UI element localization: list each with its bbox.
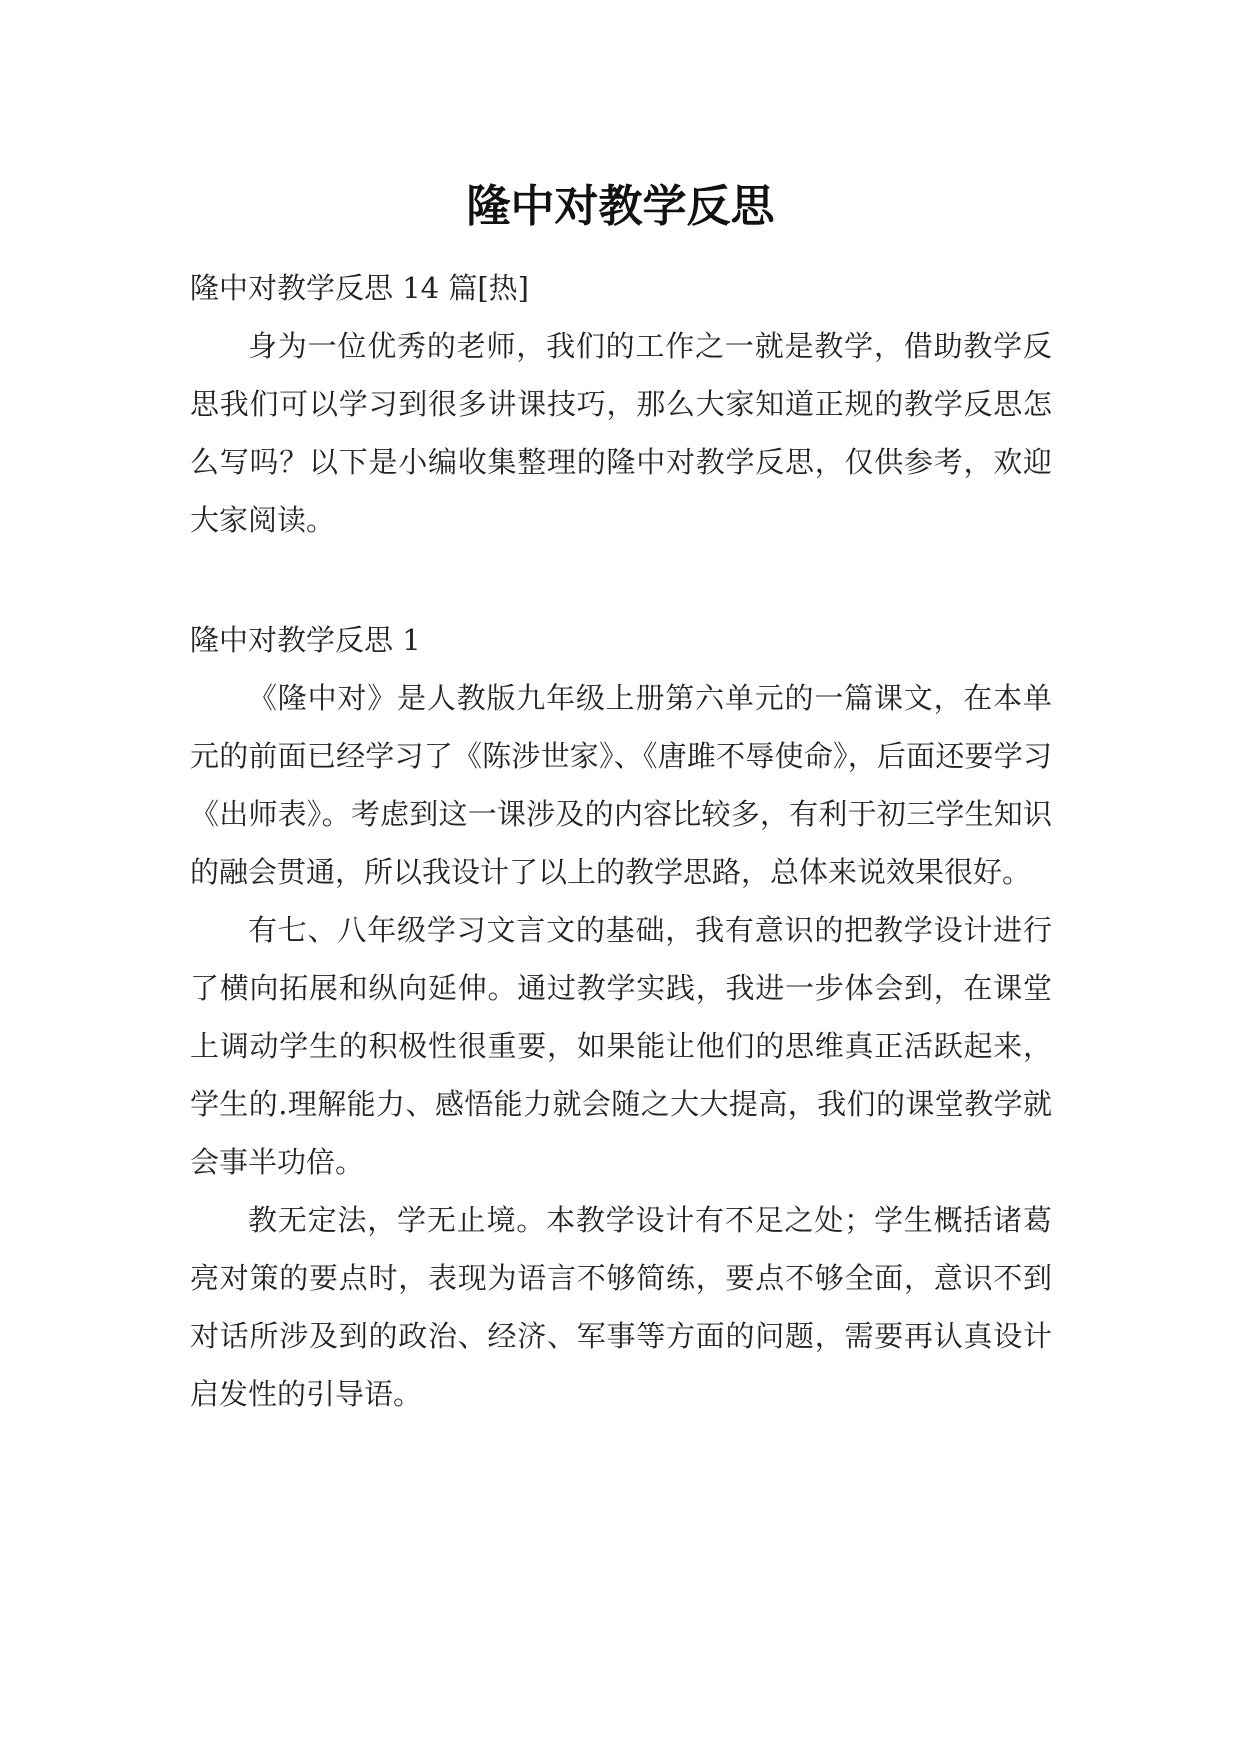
- section-paragraph-2: 有七、八年级学习文言文的基础，我有意识的把教学设计进行了横向拓展和纵向延伸。通过教学实践，我进一步体会到，在课堂上调动学生的积极性很重要，如果能让他们的思维真正活跃起来，学生的.理解能力、感悟能力就会随之大大提高，我们的课堂教学就会事半功倍。: [190, 913, 1052, 1179]
- section-paragraph-1: 《隆中对》是人教版九年级上册第六单元的一篇课文，在本单元的前面已经学习了《陈涉世家》、《唐雎不辱使命》，后面还要学习《出师表》。考虑到这一课涉及的内容比较多，有利于初三学生知识的融会贯通，所以我设计了以上的教学思路，总体来说效果很好。: [190, 681, 1052, 889]
- section-paragraph-3: 教无定法，学无止境。本教学设计有不足之处；学生概括诸葛亮对策的要点时，表现为语言不够简练，要点不够全面，意识不到对话所涉及到的政治、经济、军事等方面的问题，需要再认真设计启发性的引导语。: [190, 1203, 1052, 1411]
- document-body: [190, 259, 1052, 1423]
- section-heading: 隆中对教学反思 1: [190, 623, 421, 657]
- intro-paragraph: 身为一位优秀的老师，我们的工作之一就是教学，借助教学反思我们可以学习到很多讲课技巧，那么大家知道正规的教学反思怎么写吗？以下是小编收集整理的隆中对教学反思，仅供参考，欢迎大家阅读。: [190, 329, 1052, 537]
- document-subtitle: 隆中对教学反思 14 篇[热]: [190, 271, 529, 305]
- document-title: 隆中对教学反思: [466, 181, 775, 233]
